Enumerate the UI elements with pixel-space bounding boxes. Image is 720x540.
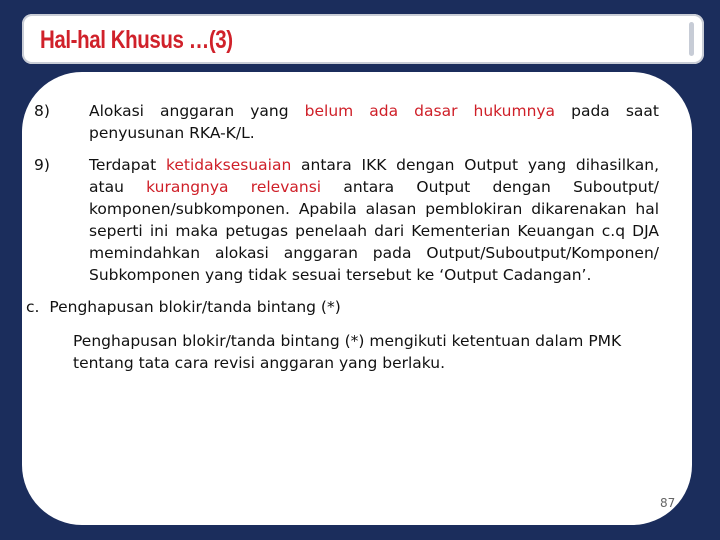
item-number: 8) bbox=[34, 102, 50, 120]
highlighted-text: kurangnya relevansi bbox=[146, 178, 322, 196]
item-number: 9) bbox=[34, 156, 50, 174]
item-text bbox=[89, 100, 659, 144]
text-part: antara IKK dengan Output yang dihasilkan, atau bbox=[89, 156, 660, 196]
text-part: pada saat penyusunan RKA-K/L. bbox=[89, 102, 659, 142]
section-heading-text: Penghapusan blokir/tanda bintang (*) bbox=[49, 298, 341, 316]
section-label: c. bbox=[26, 298, 40, 316]
section-c-heading bbox=[26, 296, 341, 318]
page-number: 87 bbox=[660, 496, 676, 510]
highlighted-text: ketidaksesuaian bbox=[165, 156, 292, 174]
text-part: Terdapat bbox=[89, 156, 166, 174]
slide-title: Hal-hal Khusus …(3) bbox=[40, 26, 233, 54]
section-c-paragraph: Penghapusan blokir/tanda bintang (*) mengikuti ketentuan dalam PMK tentang tata cara revisi anggaran yang berlaku. bbox=[73, 332, 622, 372]
text-part: Alokasi anggaran yang bbox=[89, 102, 305, 120]
item-text bbox=[89, 154, 659, 286]
text-part: antara Output dengan Suboutput/ komponen/subkomponen. Apabila alasan pemblokiran dikarenakan hal seperti ini maka petugas penelaah dari Kementerian Keuangan c.q DJA memindahkan alokasi anggaran pada Output/Suboutput/Komponen/ Subkomponen yang tidak sesuai tersebut ke ‘Output Cadangan’. bbox=[89, 178, 659, 284]
highlighted-text: belum ada dasar hukumnya bbox=[304, 102, 556, 120]
